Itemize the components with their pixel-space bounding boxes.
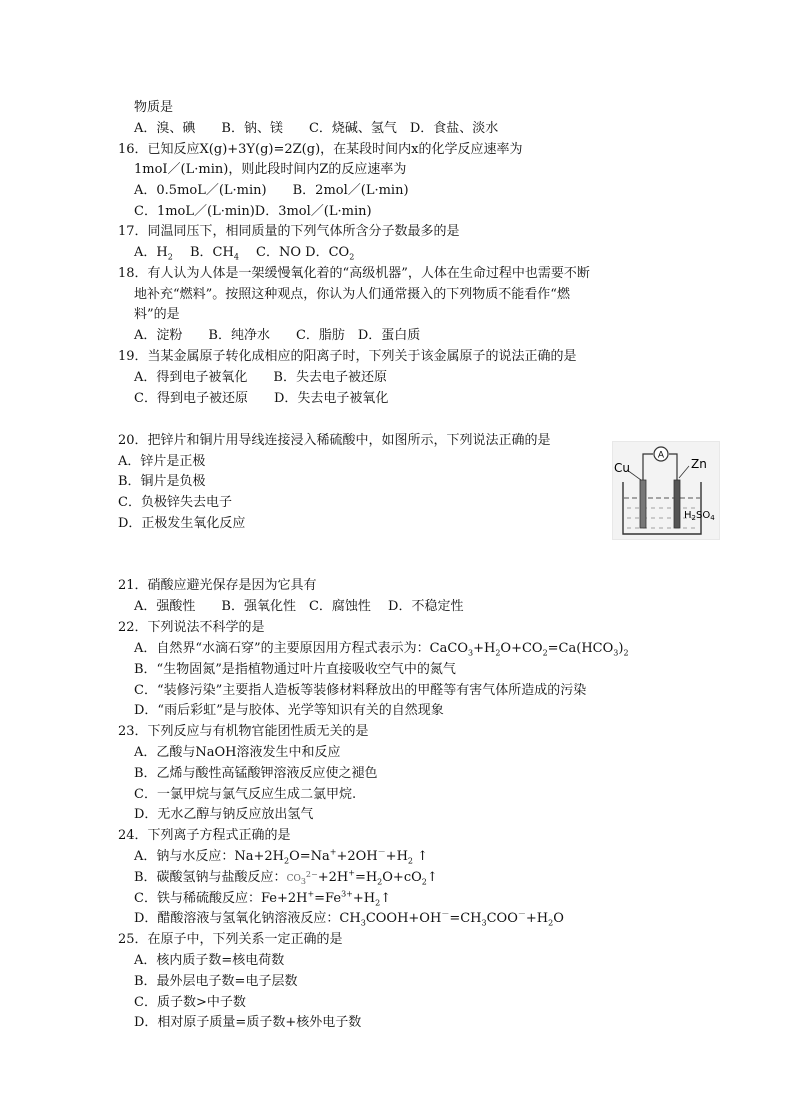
q24-option-a: A．钠与水反应：$Na+2H_2O=Na^++2OH^-+H_2$ ↑ — [134, 847, 429, 866]
q23-option-b: B．乙烯与酸性高锰酸钾溶液反应使之褪色 — [134, 766, 378, 781]
q25-option-a: A．核内质子数=核电荷数 — [134, 953, 285, 968]
copper-electrode — [640, 480, 646, 528]
q22-stem: 22．下列说法不科学的是 — [118, 620, 265, 635]
q17-stem: 17．同温同压下，相同质量的下列气体所含分子数最多的是 — [118, 224, 460, 239]
q23-option-c: C．一氯甲烷与氯气反应生成二氯甲烷. — [134, 787, 357, 802]
q25-option-b: B．最外层电子数=电子层数 — [134, 974, 298, 989]
q23-option-d: D．无水乙醇与钠反应放出氢气 — [134, 807, 314, 822]
q21-stem: 21．硝酸应避光保存是因为它具有 — [118, 578, 317, 593]
q15-stem-end: 物质是 — [134, 100, 174, 115]
galvanic-cell-figure — [612, 441, 720, 540]
galvanic-cell-diagram — [613, 442, 719, 539]
zinc-electrode — [674, 480, 680, 528]
carbonate-ion-image: $CO_3^{2-}$ — [286, 870, 318, 886]
q19-stem: 19．当某金属原子转化成相应的阳离子时，下列关于该金属原子的说法正确的是 — [118, 349, 577, 364]
q22-option-d: D．“雨后彩虹”是与胶体、光学等知识有关的自然现象 — [134, 703, 444, 718]
q19-options-ab: A．得到电子被氧化 B．失去电子被还原 — [134, 370, 387, 385]
q20-stem: 20．把锌片和铜片用导线连接浸入稀硫酸中，如图所示，下列说法正确的是 — [118, 433, 551, 448]
q17-options: A．$H_2$ B．$CH_4$ C．NO D．$CO_2$ — [134, 245, 355, 262]
zn-label: Zn — [691, 457, 707, 471]
q21-options: A．强酸性 B．强氧化性 C．腐蚀性 D．不稳定性 — [134, 599, 464, 614]
q24-option-d: D．醋酸溶液与氢氧化钠溶液反应：$CH_3COOH+OH^-=CH_3COO^-+H_2O$ — [134, 909, 564, 928]
q22-option-a: A．自然界“水滴石穿”的主要原因用方程式表示为：$CaCO_3+H_2O+CO_2=Ca(HCO_3)_2$ — [134, 641, 629, 658]
q16-options-cd: C．1moL／(L·min)D．3mol／(L·min) — [134, 204, 372, 219]
q18-stem-cont: 地补充“燃料”。按照这种观点，你认为人们通常摄入的下列物质不能看作“燃 — [134, 287, 570, 302]
q16-stem-cont: 1moI／(L·min)，则此段时间内Z的反应速率为 — [134, 162, 407, 177]
q16-options-ab: A．0.5moL／(L·min) B．2mol／(L·min) — [134, 183, 409, 198]
h2so4-label: $H_2SO_4$ — [684, 510, 715, 522]
q18-stem: 18．有人认为人体是一架缓慢氧化着的“高级机器”，人体在生命过程中也需要不断 — [118, 266, 590, 281]
q20-option-c: C．负极锌失去电子 — [118, 495, 232, 510]
q16-stem: 16．已知反应X(g)+3Y(g)=2Z(g)，在某段时间内x的化学反应速率为 — [118, 142, 523, 157]
q24-stem: 24．下列离子方程式正确的是 — [118, 828, 291, 843]
q20-option-b: B．铜片是负极 — [118, 474, 206, 489]
cu-label: Cu — [614, 461, 630, 475]
q20-option-a: A．锌片是正极 — [118, 454, 206, 469]
q20-option-d: D．正极发生氧化反应 — [118, 516, 246, 531]
q25-option-c: C．质子数>中子数 — [134, 995, 246, 1010]
q24-option-c: C．铁与稀硫酸反应：$Fe+2H^+=Fe^{3+}+H_2↑$ — [134, 889, 392, 908]
q19-options-cd: C．得到电子被还原 D．失去电子被氧化 — [134, 391, 389, 406]
ammeter-label: A — [657, 450, 665, 461]
q18-options: A．淀粉 B．纯净水 C．脂肪 D．蛋白质 — [134, 328, 421, 343]
q22-option-b: B．“生物固氮”是指植物通过叶片直接吸收空气中的氮气 — [134, 662, 456, 677]
q24-option-b: B．碳酸氢钠与盐酸反应：$CO_3^{2-}+2H^+=H_2O+cO_2↑$ — [134, 868, 438, 887]
q18-stem-end: 料”的是 — [134, 307, 180, 322]
q25-stem: 25．在原子中，下列关系一定正确的是 — [118, 932, 343, 947]
q25-option-d: D．相对原子质量=质子数+核外电子数 — [134, 1015, 362, 1030]
q22-option-c: C．“装修污染”主要指人造板等装修材料释放出的甲醛等有害气体所造成的污染 — [134, 683, 587, 698]
q15-options: A．溴、碘 B．钠、镁 C．烧碱、氢气 D．食盐、淡水 — [134, 121, 499, 136]
q23-stem: 23．下列反应与有机物官能团性质无关的是 — [118, 724, 369, 739]
q23-option-a: A．乙酸与NaOH溶液发生中和反应 — [134, 745, 341, 760]
